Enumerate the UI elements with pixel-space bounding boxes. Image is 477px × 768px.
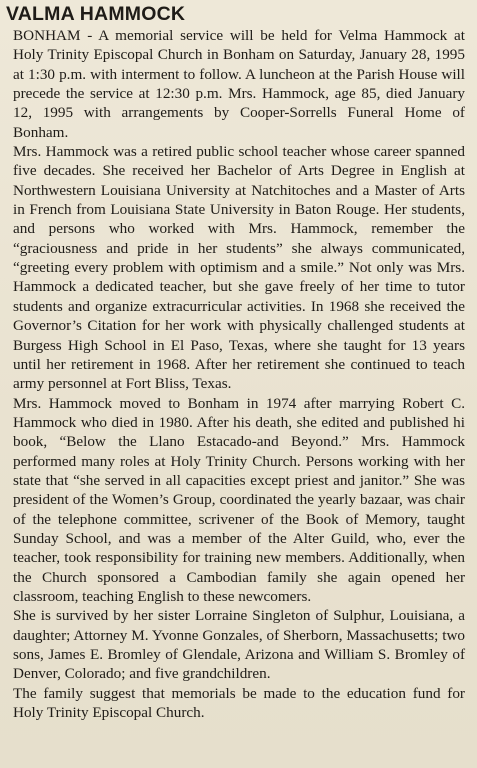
obituary-paragraph-survivors: She is survived by her sister Lorraine Singleton of Sulphur, Louisiana, a daughter; Attorney M. Yvonne Gonzales, of Sherborn, Massachusetts; two sons, James E. Bromley of Glendale, Arizona and William S. Bromley of Denver, Colorado; and five grandchildren. (13, 607, 465, 683)
obituary-paragraph-service: BONHAM - A memorial service will be held for Velma Hammock at Holy Trinity Episcopal Church in Bonham on Saturday, January 28, 1995 at 1:30 p.m. with interment to follow. A luncheon at the Parish House will precede the service at 12:30 p.m. Mrs. Hammock, age 85, died January 12, 1995 with arrangements by Cooper-Sorrells Funeral Home of Bonham. (13, 27, 465, 141)
obituary-paragraph-bonham-life: Mrs. Hammock moved to Bonham in 1974 after marrying Robert C. Hammock who died in 1980. After his death, she edited and published hi book, “Below the Llano Estacado-and Beyond.” Mrs. Hammock performed many roles at Holy Trinity Church. Persons working with her state that “she served in all capacities except priest and janitor.” She was president of the Women’s Group, coordinated the yearly bazaar, was chair of the telephone committee, scrivener of the Book of Memory, taught Sunday School, and was a member of the Alter Guild, who, ever the teacher, took responsibility for training new members. Additionally, when the Church sponsored a Cambodian family she again opened her classroom, teaching English to these newcomers. (13, 394, 465, 605)
obituary-paragraph-memorials: The family suggest that memorials be made to the education fund for Holy Trinity Episcopal Church. (13, 684, 465, 722)
obituary-headline: VALMA HAMMOCK (6, 3, 186, 25)
obituary-paragraph-career: Mrs. Hammock was a retired public school teacher whose career spanned five decades. She received her Bachelor of Arts Degree in English at Northwestern Louisiana University at Natchitoches and a Master of Arts in French from Louisiana State University in Baton Rouge. Her students, and persons who worked with Mrs. Hammock, remember the “graciousness and pride in her students” she always communicated, “greeting every problem with optimism and a smile.” Not only was Mrs. Hammock a dedicated teacher, but she gave freely of her time to tutor students and organize extracurricular activities. In 1968 she received the Governor’s Citation for her work with physically challenged students at Burgess High School in El Paso, Texas, where she taught for 13 years until her retirement in 1968. After her retirement she continued to teach army personnel at Fort Bliss, Texas. (13, 143, 465, 393)
